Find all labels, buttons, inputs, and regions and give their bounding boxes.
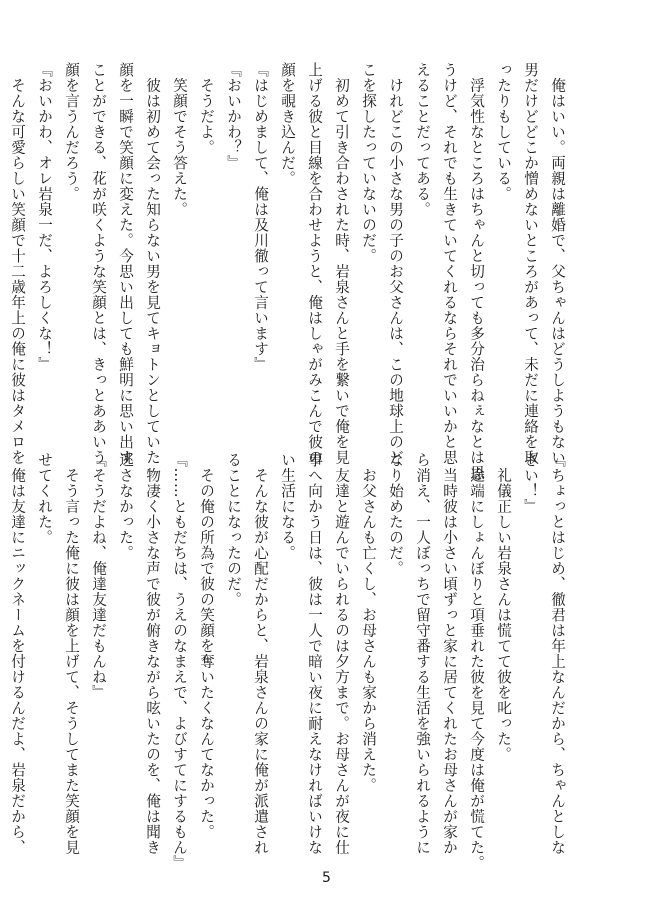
text-line: 『そうだよね、俺達友達だもんね』	[90, 452, 107, 700]
text-line: 俺は友達にニックネームを付けるんだよ、岩泉だから、	[9, 452, 26, 855]
text-line: そんな可愛らしい笑顔で十二歳年上の俺に彼はタメロを	[9, 62, 26, 465]
text-line: 『おいかわ、オレ岩泉一だ、よろしくな！』	[36, 62, 53, 372]
text-line: 友達と遊んでいられるのは夕方まで。お母さんが夜に仕	[333, 452, 350, 855]
text-line: うけど、それでも生きていてくれるならそれでいいかと思	[441, 62, 458, 465]
text-line: ることになったのだ。	[225, 452, 242, 607]
text-line: こを探したっていないのだ。	[360, 62, 377, 264]
text-line: ったりもしている。	[495, 62, 512, 202]
text-line: 途端にしょんぼりと項垂れた彼を見て今度は俺が慌てた。	[468, 452, 485, 871]
text-line: 『はじめまして、俺は及川徹って言います』	[252, 62, 269, 372]
text-line: 男だけどどこか憎めないところがあって、未だに連絡を取	[522, 62, 539, 465]
lower-text-block	[0, 452, 571, 871]
text-line: なり始めたのだ。	[387, 452, 404, 576]
text-line: ことができる、花が咲くような笑顔とは、きっとああいう	[90, 62, 107, 465]
text-line: 顔を言うんだろう。	[63, 62, 80, 202]
text-line: 顔を一瞬で笑顔に変えた。今思い出しても鮮明に思い出す	[117, 62, 134, 465]
text-line: 上げる彼と目線を合わせようと、俺はしゃがみこんで彼の	[306, 62, 323, 465]
text-line: 『おいかわ？』	[225, 62, 242, 171]
text-line: 『……ともだちは、うえのなまえで、よびすてにするもん』	[171, 452, 188, 871]
text-line: 笑顔でそう答えた。	[171, 62, 188, 217]
text-line: そんな彼が心配だからと、岩泉さんの家に俺が派遣され	[252, 452, 269, 855]
text-line: そうだよ。	[198, 62, 215, 155]
text-line: 当時彼は小さい頃ずっと家に居てくれたお母さんが家か	[441, 452, 458, 855]
text-line: 初めて引き合わされた時、岩泉さんと手を繋いで俺を見	[333, 62, 350, 465]
text-line: えることだってある。	[414, 62, 431, 217]
text-line: 物凄く小さな声で彼が俯きながら呟いたのを、俺は聞き	[144, 452, 161, 855]
upper-text-block	[0, 62, 571, 481]
text-line: さい！』	[522, 452, 539, 514]
text-line: お父さんも亡くし、お母さんも家から消えた。	[360, 452, 377, 793]
text-line: けれどこの小さな男の子のお父さんは、この地球上のど	[387, 62, 404, 465]
text-line: 逃さなかった。	[117, 452, 134, 561]
text-line: せてくれた。	[36, 452, 53, 545]
text-line: 俺はいい。両親は離婚で、父ちゃんはどうしようもない	[549, 62, 566, 465]
text-line: 彼は初めて会った知らない男を見てキョトンとしていた	[144, 62, 161, 465]
text-line: ら消え、一人ぼっちで留守番する生活を強いられるように	[414, 452, 431, 855]
text-line: い生活になる。	[279, 452, 296, 561]
text-line: 事へ向かう日は、彼は一人で暗い夜に耐えなければいけな	[306, 452, 323, 855]
text-line: そう言った俺に彼は顔を上げて、そうしてまた笑顔を見	[63, 452, 80, 855]
text-line: その俺の所為で彼の笑顔を奪いたくなんてなかった。	[198, 452, 215, 840]
text-line: 『ちょっとはじめ、徹君は年上なんだから、ちゃんとしな	[549, 452, 566, 855]
text-line: 顔を覗き込んだ。	[279, 62, 296, 186]
text-line	[0, 452, 4, 828]
page-number: 5	[322, 870, 331, 886]
text-line: 礼儀正しい岩泉さんは慌てて彼を叱った。	[495, 452, 512, 762]
text-line: 浮気性なところはちゃんと切っても多分治らねぇなとは思	[468, 62, 485, 481]
